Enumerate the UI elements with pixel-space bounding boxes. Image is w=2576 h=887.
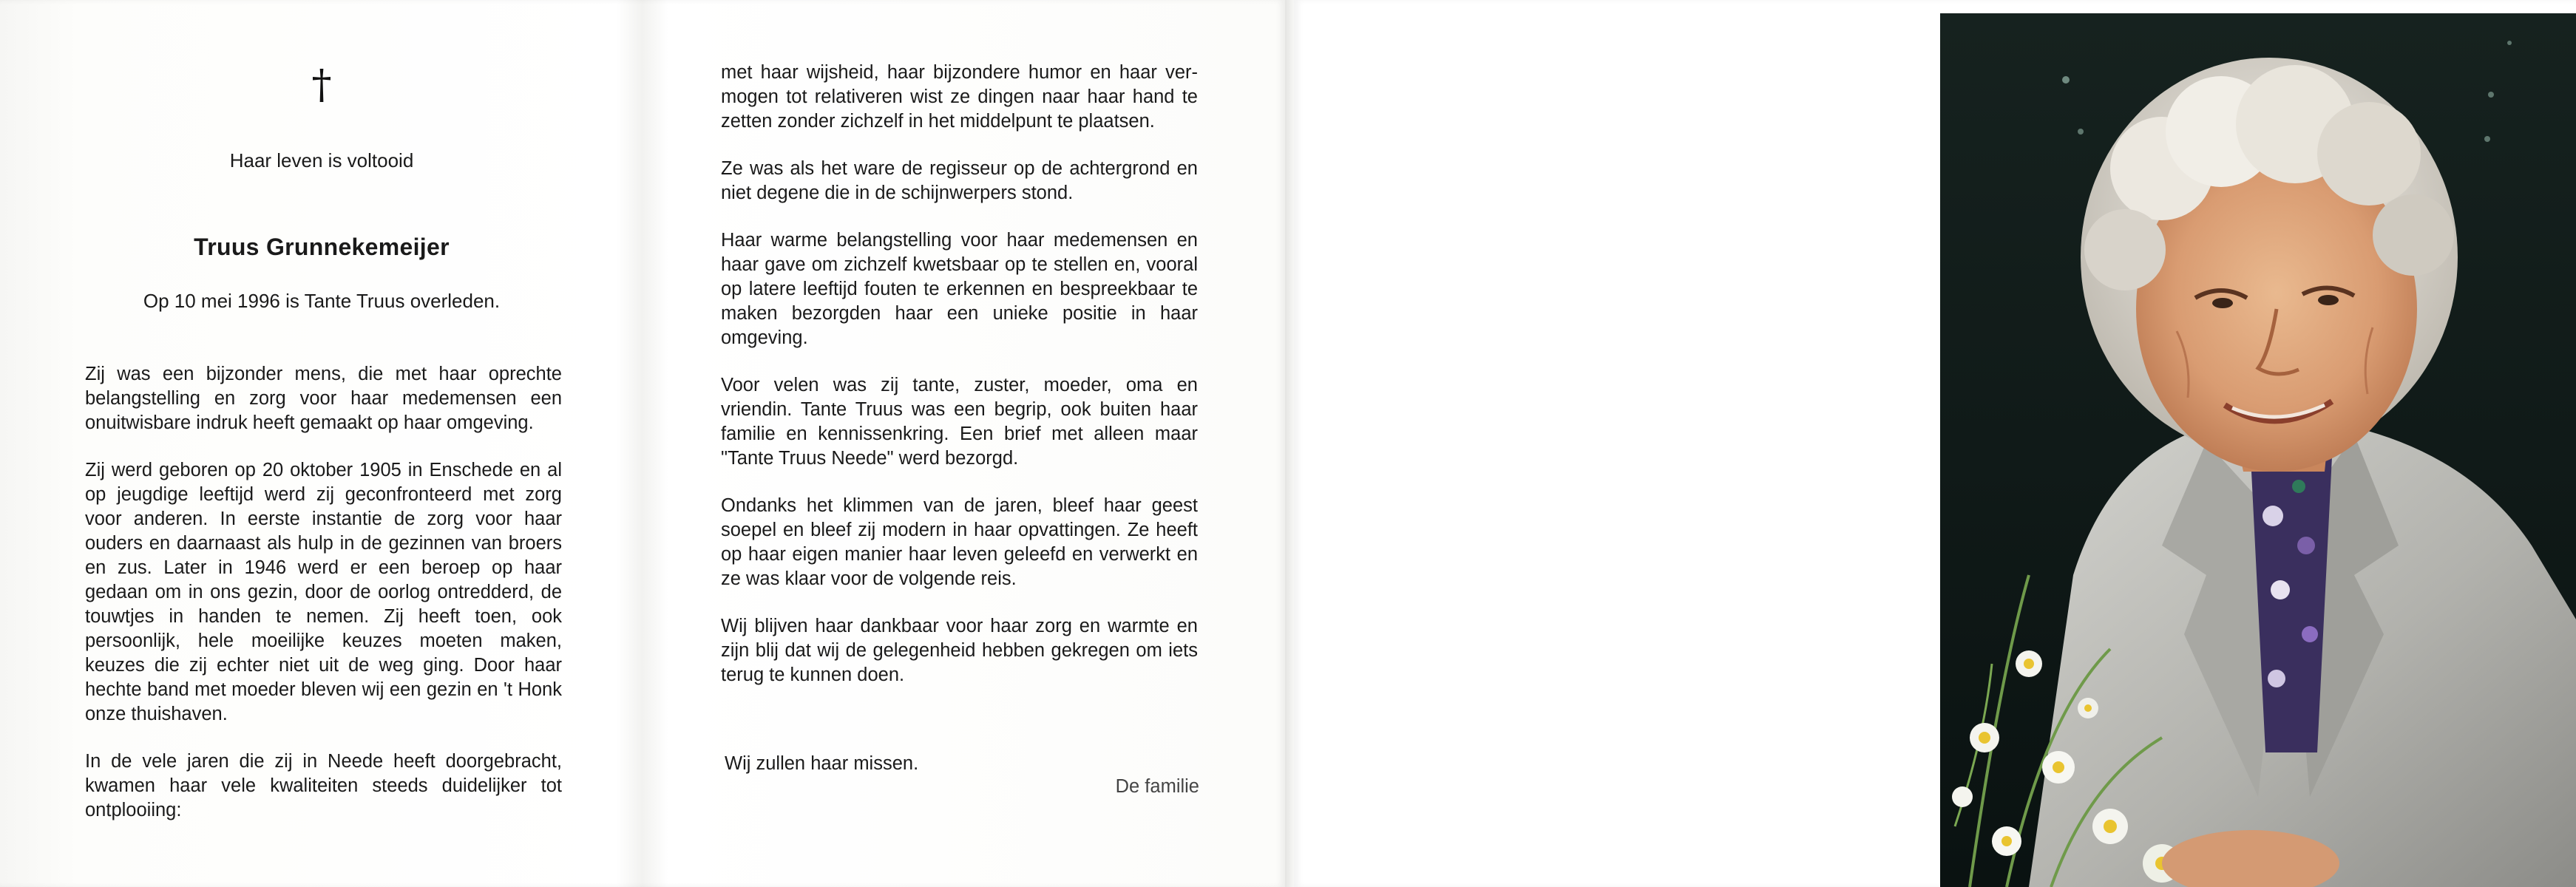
- paragraph: Ze was als het ware de regisseur op de achtergrond en niet degene die in de schijnwerpers stond.: [721, 158, 1198, 203]
- paragraph: Haar warme belangstelling voor haar medemensen en haar gave om zichzelf kwetsbaar op te stellen en, vooral op latere leeftijd fouten te erkennen en bespreekbaar te maken bezorgden haar een unieke positie in haar omgeving.: [721, 230, 1198, 348]
- paragraph: met haar wijsheid, haar bijzondere humor en haar vermogen tot relativeren wist ze dingen naar haar hand te zetten zonder zichzelf in het middelpunt te plaatsen.: [721, 62, 1198, 132]
- portrait-photo: [1940, 13, 2576, 887]
- signature: De familie: [1115, 776, 1199, 797]
- text-column-right: [721, 61, 1198, 710]
- card-gap: [1285, 0, 1294, 887]
- paragraph: Zij was een bijzonder mens, die met haar oprechte belangstelling en zorg voor haar medemensen een onuitwisbare indruk heeft gemaakt op haar omgeving.: [85, 364, 562, 433]
- paragraph: Voor velen was zij tante, zuster, moeder, oma en vriendin. Tante Truus was een begrip, ook buiten haar familie en kennissenkring. Een brief met alleen maar "Tante Truus Neede" werd bezorgd.: [721, 375, 1198, 469]
- cross-icon: †: [311, 61, 332, 108]
- closing-line: Wij zullen haar missen.: [725, 753, 919, 774]
- death-announcement: Op 10 mei 1996 is Tante Truus overleden.: [143, 290, 501, 312]
- paragraph: In de vele jaren die zij in Neede heeft doorgebracht, kwamen haar vele kwaliteiten steeds duidelijker tot ontplooiing:: [85, 751, 562, 820]
- tagline: Haar leven is voltooid: [229, 149, 414, 171]
- paragraph: Ondanks het klimmen van de jaren, bleef haar geest soepel en bleef zij modern in haar opvattingen. Ze heeft op haar eigen manier haar leven geleefd en verwerkt en ze was klaar voor de volgende reis.: [721, 495, 1198, 589]
- paragraph: Zij werd geboren op 20 oktober 1905 in Enschede en al op jeugdige leeftijd werd zij geconfronteerd met zorg voor anderen. In eerste instantie de zorg voor haar ouders en daarnaast als hulp in de gezinnen van broers en zus. Later in 1946 werd er een beroep op haar gedaan om in ons gezin, door de oorlog ontredderd, de touwtjes in handen te nemen. Zij heeft toen, ook persoonlijk, hele moeilijke keuzes moeten maken, keuzes die zij echter niet uit de weg ging. Door haar hechte band met moeder bleven wij een gezin en 't Honk onze thuishaven.: [85, 460, 562, 724]
- card-inner-spread: [0, 0, 1285, 887]
- paragraph: Wij blijven haar dankbaar voor haar zorg en warmte en zijn blij dat wij de gelegenheid hebben gekregen om iets terug te kunnen doen.: [721, 616, 1198, 685]
- portrait-illustration: [1940, 13, 2576, 887]
- text-column-left: [85, 362, 562, 846]
- deceased-name: Truus Grunnekemeijer: [194, 234, 450, 260]
